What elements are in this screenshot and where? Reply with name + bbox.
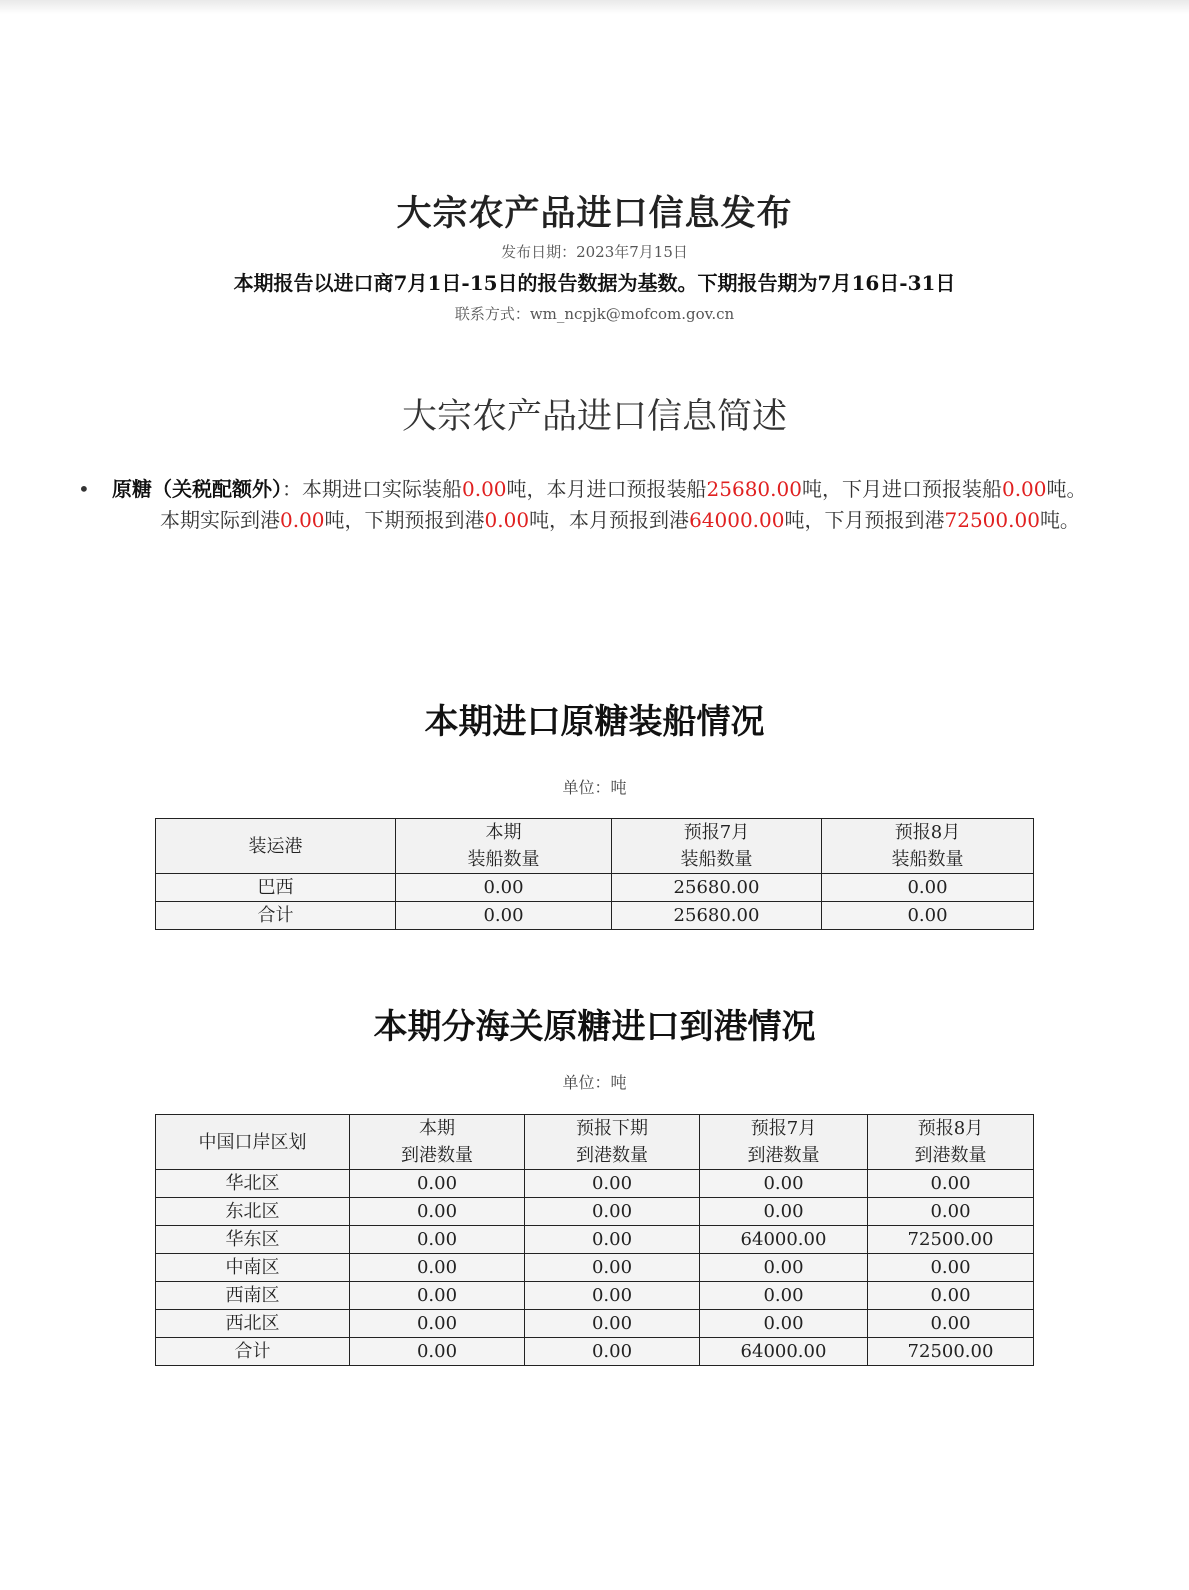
table-cell: 0.00 — [350, 1254, 525, 1282]
table-cell: 0.00 — [350, 1310, 525, 1338]
column-header: 中国口岸区划 — [156, 1115, 350, 1170]
shipment-unit-label: 单位：吨 — [562, 778, 627, 797]
table-cell: 0.00 — [700, 1254, 868, 1282]
table-header-row — [156, 819, 1034, 874]
table-cell: 0.00 — [350, 1282, 525, 1310]
table-row — [156, 1170, 1034, 1198]
table-cell: 0.00 — [700, 1282, 868, 1310]
table-cell: 72500.00 — [868, 1226, 1034, 1254]
viewer-top-shadow — [0, 0, 1189, 14]
contact-info: 联系方式：wm_ncpjk@mofcom.gov.cn — [454, 305, 735, 323]
table-row — [156, 1254, 1034, 1282]
table-cell: 0.00 — [525, 1170, 700, 1198]
table-row — [156, 1226, 1034, 1254]
table-cell: 合计 — [156, 902, 396, 930]
shipment-section-title: 本期进口原糖装船情况 — [424, 702, 765, 742]
table-cell: 西南区 — [156, 1282, 350, 1310]
column-header: 预报8月 到港数量 — [868, 1115, 1034, 1170]
table-cell: 合计 — [156, 1338, 350, 1366]
column-header: 本期 装船数量 — [396, 819, 612, 874]
summary-title: 大宗农产品进口信息简述 — [401, 397, 787, 437]
arrival-table — [155, 1114, 1034, 1366]
table-row — [156, 1282, 1034, 1310]
table-cell: 0.00 — [350, 1198, 525, 1226]
column-header: 装运港 — [156, 819, 396, 874]
table-row — [156, 1198, 1034, 1226]
table-cell: 0.00 — [525, 1282, 700, 1310]
next-month-forecast-shipment-value: 0.00 — [1001, 477, 1047, 501]
column-header: 预报下期 到港数量 — [525, 1115, 700, 1170]
next-period-arrival-value: 0.00 — [484, 508, 530, 532]
table-cell: 0.00 — [822, 902, 1034, 930]
bullet-icon: • — [78, 477, 90, 501]
table-cell: 0.00 — [525, 1226, 700, 1254]
table-header-row — [156, 1115, 1034, 1170]
table-row — [156, 1338, 1034, 1366]
summary-shipment-paragraph: 原糖（关税配额外）：本期进口实际装船0.00吨，本月进口预报装船25680.00吨，下月进口预报装船0.00吨。 — [112, 477, 1087, 501]
shipment-table — [155, 818, 1034, 930]
table-cell: 0.00 — [822, 874, 1034, 902]
summary-list-item — [78, 474, 1150, 536]
table-cell: 25680.00 — [612, 874, 822, 902]
column-header: 本期 到港数量 — [350, 1115, 525, 1170]
table-cell: 中南区 — [156, 1254, 350, 1282]
month-forecast-arrival-value: 64000.00 — [689, 508, 785, 532]
actual-shipment-value: 0.00 — [462, 477, 507, 501]
summary-arrival-paragraph: 本期实际到港0.00吨，下期预报到港0.00吨，本月预报到港64000.00吨，下月预报到港72500.00吨。 — [160, 508, 1080, 532]
table-cell: 华东区 — [156, 1226, 350, 1254]
table-cell: 0.00 — [868, 1254, 1034, 1282]
table-cell: 华北区 — [156, 1170, 350, 1198]
table-cell: 0.00 — [396, 874, 612, 902]
table-cell: 64000.00 — [700, 1226, 868, 1254]
table-cell: 0.00 — [525, 1198, 700, 1226]
table-cell: 0.00 — [525, 1254, 700, 1282]
table-cell: 0.00 — [700, 1170, 868, 1198]
publish-date: 发布日期：2023年7月15日 — [501, 243, 688, 261]
product-name: 原糖（关税配额外） — [112, 477, 282, 501]
page-title: 大宗农产品进口信息发布 — [396, 193, 793, 234]
table-cell: 0.00 — [350, 1170, 525, 1198]
table-cell: 0.00 — [396, 902, 612, 930]
table-cell: 0.00 — [350, 1226, 525, 1254]
column-header: 预报8月 装船数量 — [822, 819, 1034, 874]
table-cell: 0.00 — [350, 1338, 525, 1366]
table-cell: 0.00 — [868, 1310, 1034, 1338]
table-cell: 西北区 — [156, 1310, 350, 1338]
table-row — [156, 902, 1034, 930]
table-row — [156, 874, 1034, 902]
arrival-unit-label: 单位：吨 — [562, 1073, 627, 1092]
month-forecast-shipment-value: 25680.00 — [706, 477, 802, 501]
table-cell: 0.00 — [525, 1310, 700, 1338]
table-cell: 东北区 — [156, 1198, 350, 1226]
next-month-forecast-arrival-value: 72500.00 — [944, 508, 1040, 532]
table-cell: 0.00 — [868, 1170, 1034, 1198]
table-cell: 64000.00 — [700, 1338, 868, 1366]
table-cell: 0.00 — [700, 1310, 868, 1338]
arrival-section-title: 本期分海关原糖进口到港情况 — [373, 1007, 816, 1047]
table-cell: 72500.00 — [868, 1338, 1034, 1366]
table-cell: 0.00 — [525, 1338, 700, 1366]
table-cell: 0.00 — [868, 1282, 1034, 1310]
table-cell: 0.00 — [868, 1198, 1034, 1226]
column-header: 预报7月 到港数量 — [700, 1115, 868, 1170]
table-cell: 0.00 — [700, 1198, 868, 1226]
actual-arrival-value: 0.00 — [280, 508, 325, 532]
table-row — [156, 1310, 1034, 1338]
table-cell: 巴西 — [156, 874, 396, 902]
table-cell: 25680.00 — [612, 902, 822, 930]
report-basis: 本期报告以进口商7月1日-15日的报告数据为基数。下期报告期为7月16日-31日 — [233, 271, 956, 295]
column-header: 预报7月 装船数量 — [612, 819, 822, 874]
